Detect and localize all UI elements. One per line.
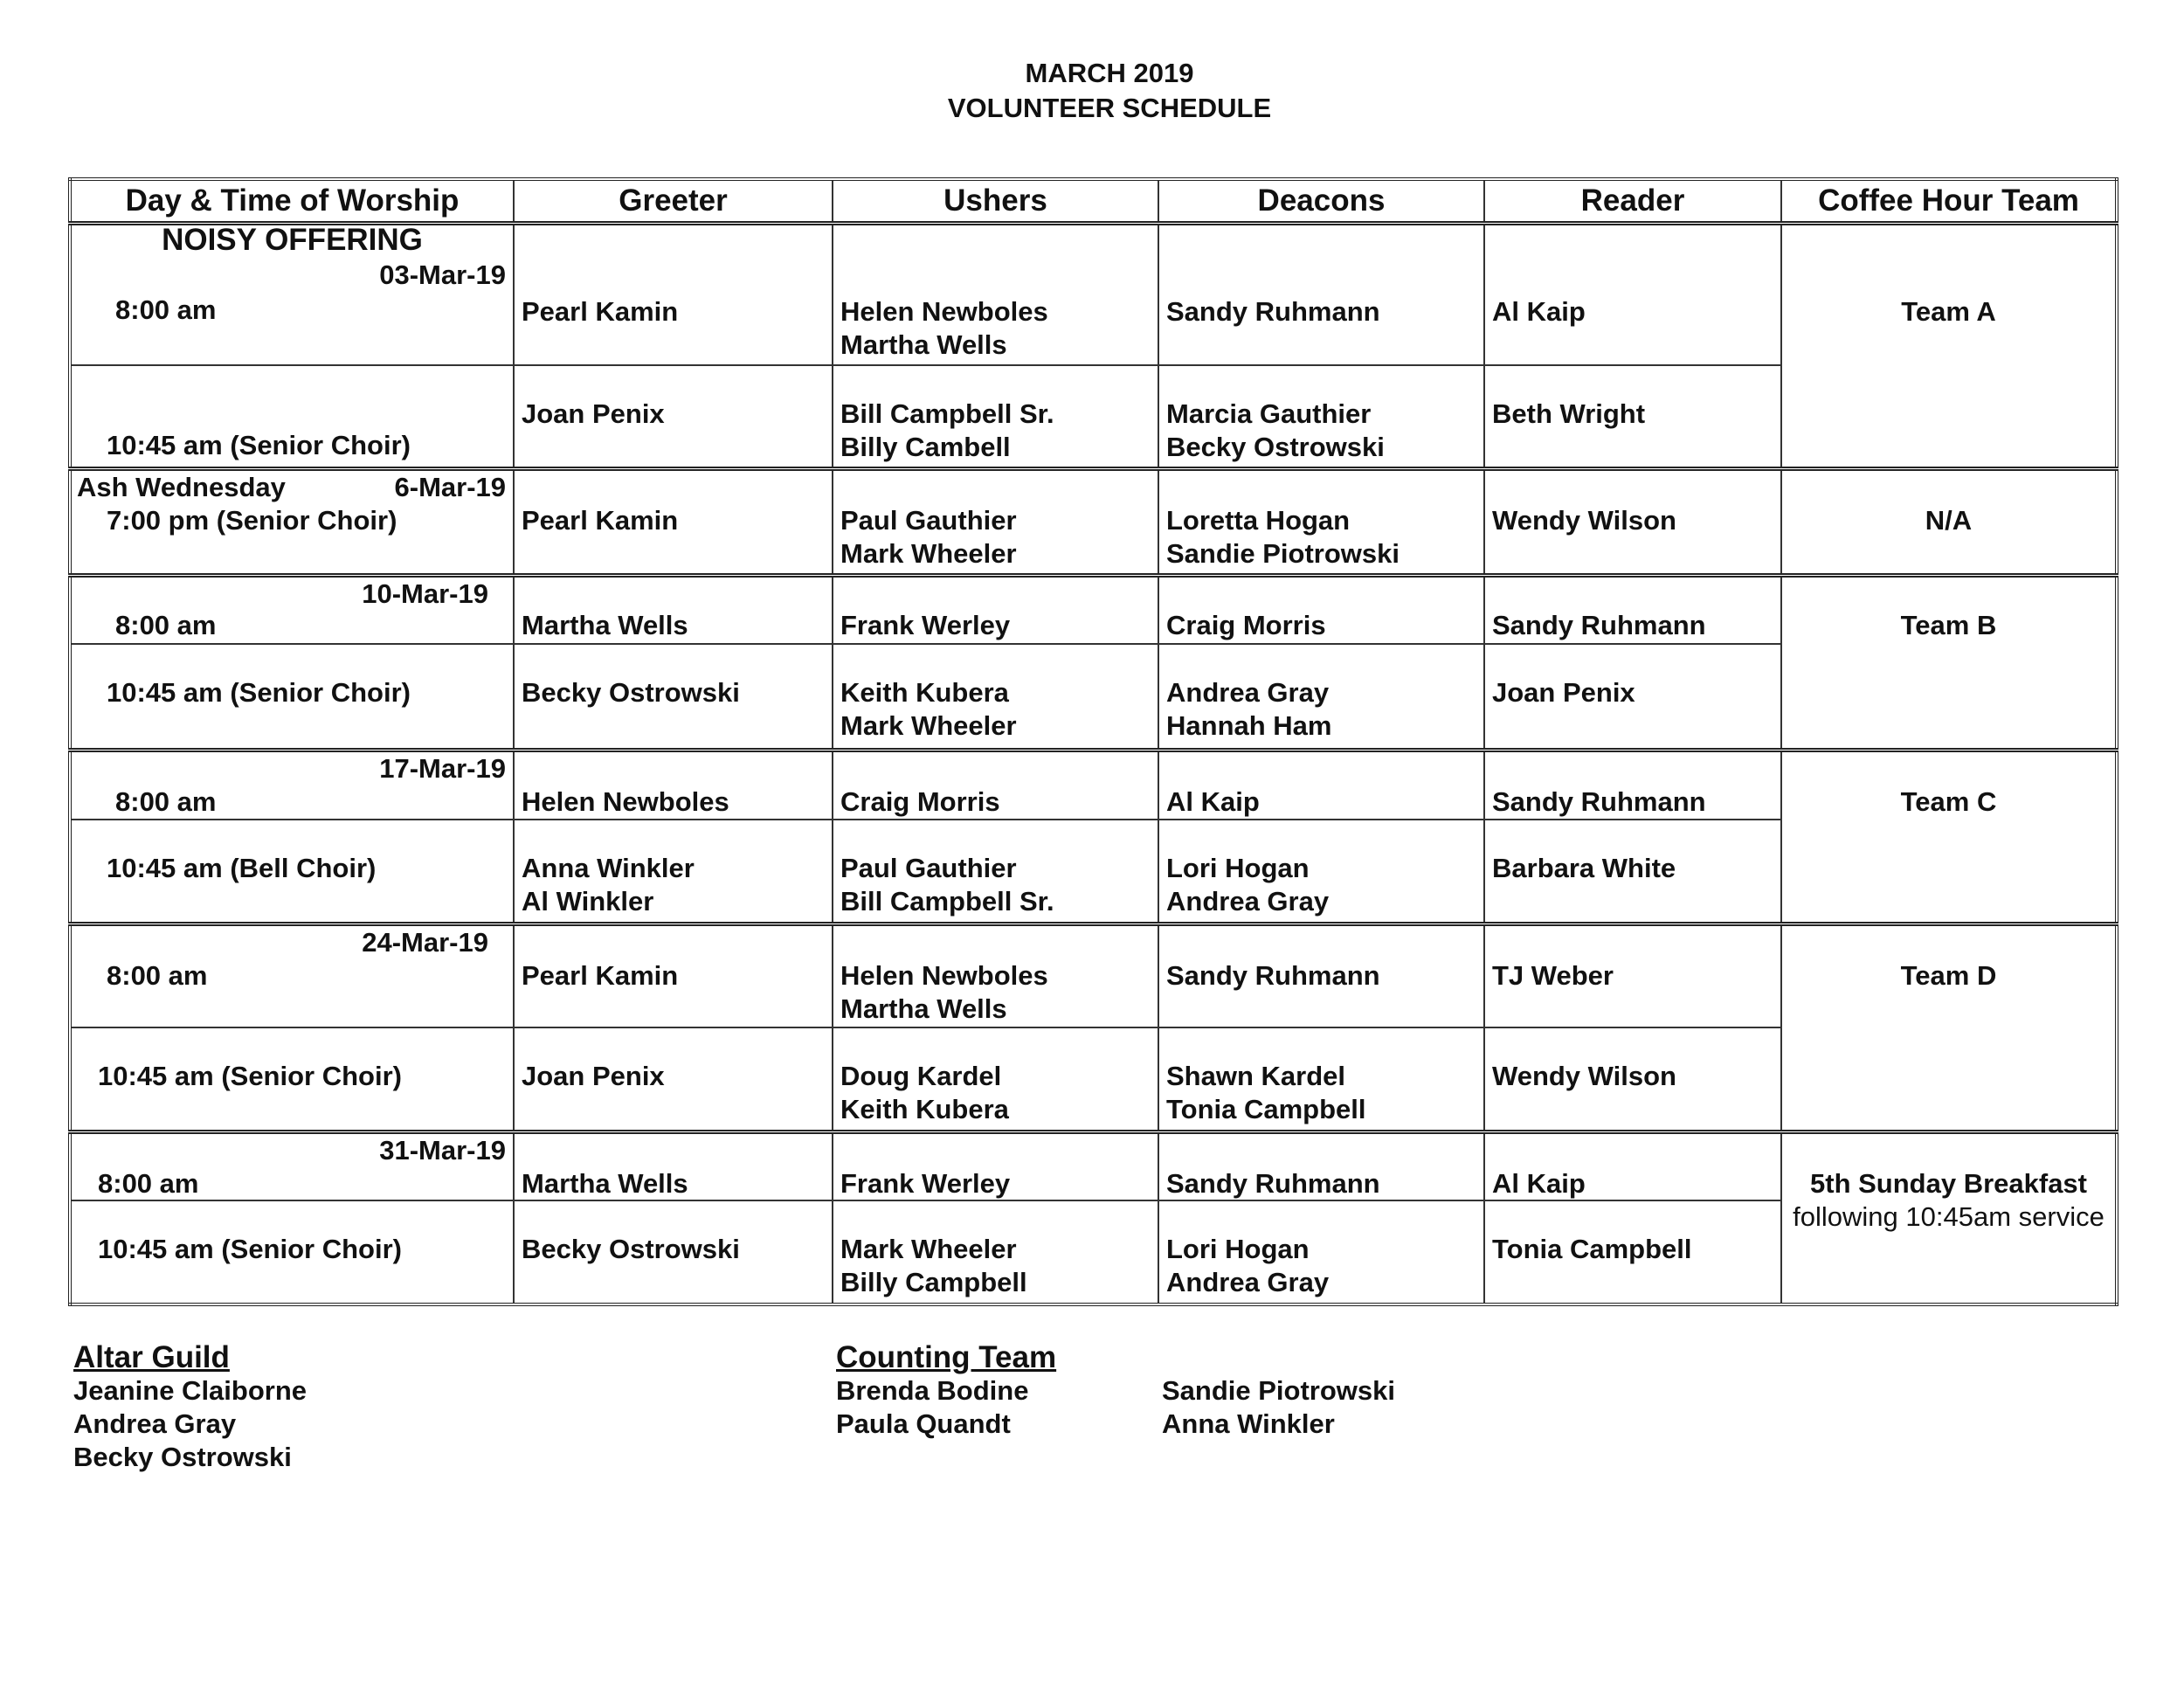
reader-cell xyxy=(1484,1200,1781,1304)
greeter-cell xyxy=(514,820,833,924)
counting-team-member: Sandie Piotrowski xyxy=(1162,1375,1396,1406)
deacon-name: Andrea Gray xyxy=(1166,885,1330,917)
deacon-name: Sandy Ruhmann xyxy=(1166,1168,1380,1200)
greeter-cell xyxy=(514,575,833,643)
greeter-name: Pearl Kamin xyxy=(522,295,679,327)
reader-name: Wendy Wilson xyxy=(1492,1061,1676,1092)
reader-name: Barbara White xyxy=(1492,852,1676,883)
deacons-cell xyxy=(1158,820,1484,924)
ushers-cell xyxy=(833,1200,1158,1304)
service-day: Ash Wednesday xyxy=(77,472,286,502)
reader-cell xyxy=(1484,644,1781,751)
column-header-reader: Reader xyxy=(1484,179,1781,223)
reader-name: Sandy Ruhmann xyxy=(1492,785,1706,817)
greeter-name: Martha Wells xyxy=(522,1168,688,1200)
reader-cell xyxy=(1484,820,1781,924)
ushers-cell xyxy=(833,365,1158,469)
column-header-deacons: Deacons xyxy=(1158,179,1484,223)
day-time-cell xyxy=(70,575,514,643)
day-time-cell xyxy=(70,469,514,576)
greeter-name: Anna Winkler xyxy=(522,852,695,883)
greeter-cell xyxy=(514,469,833,576)
deacon-name: Hannah Ham xyxy=(1166,709,1332,741)
deacons-cell xyxy=(1158,924,1484,1027)
ushers-cell xyxy=(833,750,1158,819)
deacon-name: Craig Morris xyxy=(1166,609,1326,640)
column-header-coffee-hour-team: Coffee Hour Team xyxy=(1781,179,2117,223)
day-time-cell xyxy=(70,1027,514,1132)
table-row xyxy=(70,1132,2117,1200)
reader-cell xyxy=(1484,223,1781,364)
schedule-month-title: MARCH 2019 xyxy=(1025,58,1194,88)
deacons-cell xyxy=(1158,1132,1484,1200)
greeter-name: Joan Penix xyxy=(522,1061,665,1092)
column-header-ushers: Ushers xyxy=(833,179,1158,223)
coffee-team: Team C xyxy=(1900,785,1997,817)
day-time-cell xyxy=(70,820,514,924)
reader-name: Al Kaip xyxy=(1492,1168,1586,1200)
table-header-row xyxy=(70,179,2117,223)
reader-name: Al Kaip xyxy=(1492,295,1586,327)
deacon-name: Lori Hogan xyxy=(1166,852,1310,883)
reader-cell xyxy=(1484,1132,1781,1200)
greeter-cell xyxy=(514,365,833,469)
reader-name: Tonia Campbell xyxy=(1492,1234,1692,1265)
usher-name: Doug Kardel xyxy=(840,1061,1002,1092)
usher-name: Billy Cambell xyxy=(840,431,1011,462)
coffee-hour-cell xyxy=(1781,1132,2117,1304)
service-time: 8:00 am xyxy=(115,609,217,640)
deacon-name: Shawn Kardel xyxy=(1166,1061,1345,1092)
schedule-title: VOLUNTEER SCHEDULE xyxy=(947,93,1272,123)
ushers-cell xyxy=(833,469,1158,576)
greeter-name: Joan Penix xyxy=(522,398,665,429)
service-date: 6-Mar-19 xyxy=(394,472,506,502)
deacons-cell xyxy=(1158,469,1484,576)
deacon-name: Sandie Piotrowski xyxy=(1166,538,1400,569)
day-time-cell xyxy=(70,1132,514,1200)
usher-name: Mark Wheeler xyxy=(840,1234,1017,1265)
reader-name: Beth Wright xyxy=(1492,398,1646,429)
day-time-cell xyxy=(70,644,514,751)
table-row xyxy=(70,223,2117,364)
usher-name: Martha Wells xyxy=(840,329,1007,360)
coffee-hour-cell xyxy=(1781,223,2117,468)
coffee-team: Team B xyxy=(1900,609,1997,640)
service-date: 17-Mar-19 xyxy=(379,752,506,784)
usher-name: Frank Werley xyxy=(840,1168,1011,1200)
deacon-name: Becky Ostrowski xyxy=(1166,431,1385,462)
service-time: 10:45 am (Senior Choir) xyxy=(98,1234,402,1265)
deacon-name: Andrea Gray xyxy=(1166,676,1330,708)
deacon-name: Sandy Ruhmann xyxy=(1166,295,1380,327)
altar-guild-section xyxy=(73,1341,307,1474)
noisy-offering-note: NOISY OFFERING xyxy=(162,222,423,257)
altar-guild-heading: Altar Guild xyxy=(73,1340,230,1374)
reader-cell xyxy=(1484,750,1781,819)
counting-team-member: Brenda Bodine xyxy=(836,1375,1029,1406)
usher-name: Keith Kubera xyxy=(840,676,1009,708)
greeter-name: Al Winkler xyxy=(522,885,654,917)
table-row xyxy=(70,924,2117,1027)
deacon-name: Andrea Gray xyxy=(1166,1267,1330,1298)
greeter-cell xyxy=(514,1200,833,1304)
usher-name: Bill Campbell Sr. xyxy=(840,885,1054,917)
service-time: 8:00 am xyxy=(115,294,217,325)
service-date: 24-Mar-19 xyxy=(362,926,488,958)
deacons-cell xyxy=(1158,365,1484,469)
reader-cell xyxy=(1484,469,1781,576)
ushers-cell xyxy=(833,820,1158,924)
usher-name: Billy Campbell xyxy=(840,1267,1027,1298)
day-time-cell xyxy=(70,1200,514,1304)
counting-team-member: Anna Winkler xyxy=(1162,1408,1335,1439)
usher-name: Paul Gauthier xyxy=(840,852,1017,883)
deacon-name: Tonia Campbell xyxy=(1166,1094,1366,1125)
usher-name: Bill Campbell Sr. xyxy=(840,398,1054,429)
day-time-cell xyxy=(70,750,514,819)
day-time-cell xyxy=(70,223,514,364)
greeter-name: Pearl Kamin xyxy=(522,959,679,991)
usher-name: Keith Kubera xyxy=(840,1094,1009,1125)
coffee-hour-cell xyxy=(1781,924,2117,1132)
ushers-cell xyxy=(833,924,1158,1027)
coffee-hour-cell xyxy=(1781,575,2117,750)
greeter-cell xyxy=(514,223,833,364)
table-row xyxy=(70,750,2117,819)
ushers-cell xyxy=(833,223,1158,364)
reader-name: TJ Weber xyxy=(1492,959,1614,991)
reader-cell xyxy=(1484,924,1781,1027)
ushers-cell xyxy=(833,1132,1158,1200)
counting-team-section-col2 xyxy=(1162,1374,1395,1441)
greeter-name: Martha Wells xyxy=(522,609,688,640)
volunteer-schedule-table xyxy=(68,177,2118,1306)
counting-team-section xyxy=(836,1341,1056,1441)
deacons-cell xyxy=(1158,1027,1484,1132)
usher-name: Mark Wheeler xyxy=(840,709,1017,741)
deacon-name: Marcia Gauthier xyxy=(1166,398,1372,429)
coffee-team: N/A xyxy=(1925,505,1973,536)
table-row xyxy=(70,469,2117,576)
usher-name: Martha Wells xyxy=(840,993,1007,1024)
deacon-name: Sandy Ruhmann xyxy=(1166,959,1380,991)
greeter-name: Becky Ostrowski xyxy=(522,1234,740,1265)
deacon-name: Lori Hogan xyxy=(1166,1234,1310,1265)
altar-guild-member: Jeanine Claiborne xyxy=(73,1375,308,1406)
usher-name: Craig Morris xyxy=(840,785,1000,817)
deacons-cell xyxy=(1158,575,1484,643)
greeter-cell xyxy=(514,1132,833,1200)
service-time: 7:00 pm (Senior Choir) xyxy=(107,505,397,536)
ushers-cell xyxy=(833,575,1158,643)
greeter-name: Helen Newboles xyxy=(522,785,729,817)
service-time: 8:00 am xyxy=(115,785,217,817)
coffee-team-note: following 10:45am service xyxy=(1793,1201,2105,1233)
coffee-hour-cell xyxy=(1781,750,2117,924)
coffee-hour-cell xyxy=(1781,469,2117,576)
ushers-cell xyxy=(833,1027,1158,1132)
deacons-cell xyxy=(1158,644,1484,751)
reader-name: Joan Penix xyxy=(1492,676,1635,708)
counting-team-member: Paula Quandt xyxy=(836,1408,1011,1439)
column-header-greeter: Greeter xyxy=(514,179,833,223)
usher-name: Mark Wheeler xyxy=(840,538,1017,569)
service-time: 8:00 am xyxy=(107,959,208,991)
greeter-name: Becky Ostrowski xyxy=(522,676,740,708)
greeter-cell xyxy=(514,924,833,1027)
service-time: 8:00 am xyxy=(98,1168,199,1200)
service-date: 10-Mar-19 xyxy=(362,578,488,609)
usher-name: Frank Werley xyxy=(840,609,1011,640)
greeter-cell xyxy=(514,1027,833,1132)
greeter-cell xyxy=(514,644,833,751)
greeter-name: Pearl Kamin xyxy=(522,505,679,536)
column-header-day-time: Day & Time of Worship xyxy=(70,179,514,223)
deacon-name: Loretta Hogan xyxy=(1166,505,1351,536)
service-time: 10:45 am (Bell Choir) xyxy=(107,852,377,883)
reader-cell xyxy=(1484,575,1781,643)
usher-name: Helen Newboles xyxy=(840,959,1048,991)
deacons-cell xyxy=(1158,750,1484,819)
day-time-cell xyxy=(70,924,514,1027)
service-time: 10:45 am (Senior Choir) xyxy=(107,429,411,460)
service-time: 10:45 am (Senior Choir) xyxy=(107,676,411,708)
deacons-cell xyxy=(1158,1200,1484,1304)
ushers-cell xyxy=(833,644,1158,751)
usher-name: Paul Gauthier xyxy=(840,505,1017,536)
usher-name: Helen Newboles xyxy=(840,295,1048,327)
altar-guild-member: Andrea Gray xyxy=(73,1408,237,1439)
deacon-name: Al Kaip xyxy=(1166,785,1260,817)
reader-name: Wendy Wilson xyxy=(1492,505,1676,536)
service-time: 10:45 am (Senior Choir) xyxy=(98,1061,402,1092)
coffee-team: Team D xyxy=(1900,959,1997,991)
service-date: 31-Mar-19 xyxy=(379,1135,506,1166)
deacons-cell xyxy=(1158,223,1484,364)
day-time-cell xyxy=(70,365,514,469)
greeter-cell xyxy=(514,750,833,819)
coffee-team: 5th Sunday Breakfast xyxy=(1810,1168,2087,1200)
reader-cell xyxy=(1484,1027,1781,1132)
coffee-team: Team A xyxy=(1901,295,1996,327)
service-date: 03-Mar-19 xyxy=(379,259,506,290)
counting-team-heading: Counting Team xyxy=(836,1340,1057,1374)
table-row xyxy=(70,575,2117,643)
reader-cell xyxy=(1484,365,1781,469)
altar-guild-member: Becky Ostrowski xyxy=(73,1442,292,1472)
reader-name: Sandy Ruhmann xyxy=(1492,609,1706,640)
